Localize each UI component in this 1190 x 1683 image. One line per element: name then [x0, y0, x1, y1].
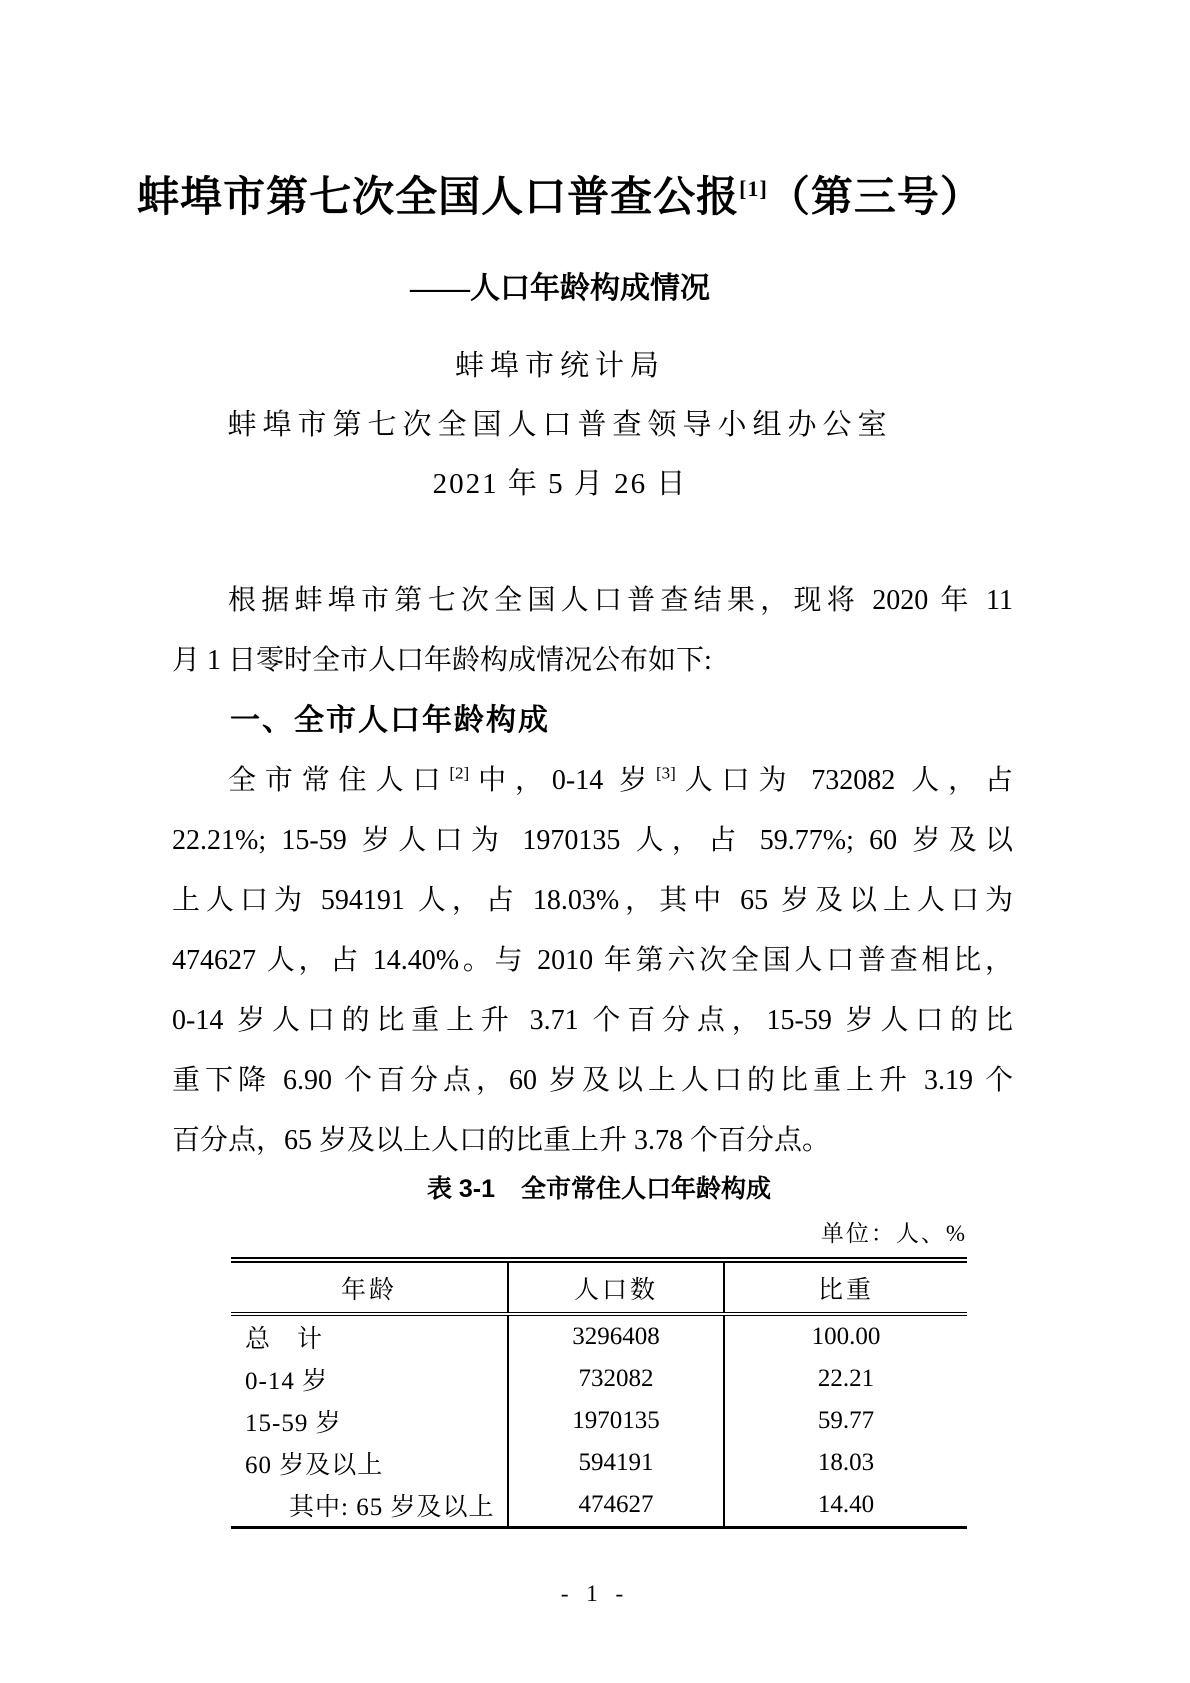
share-cell: 59.77 — [817, 1407, 875, 1434]
body-line — [172, 751, 1013, 811]
table-row — [231, 1400, 967, 1442]
page-number: - 1 - — [560, 1581, 630, 1606]
table-name: 全市常住人口年龄构成 — [521, 1175, 772, 1203]
col-header-population: 人口数 — [508, 1260, 724, 1314]
issuing-agency-statistics-bureau: 蚌埠市统计局 — [454, 350, 665, 382]
table-row — [231, 1442, 967, 1484]
age-cell: 60 岁及以上 — [245, 1452, 384, 1479]
share-cell: 14.40 — [817, 1491, 875, 1518]
population-cell: 1970135 — [508, 1400, 724, 1442]
table-row — [231, 1358, 967, 1400]
body-line: 474627 人，占 14.40%。与 2010 年第六次全国人口普查相比， — [172, 945, 1013, 976]
footnote-ref-2: [2] — [449, 763, 470, 783]
table-title — [231, 1173, 967, 1205]
body-text-segment: 人口为 732082 人，占 — [675, 765, 1013, 796]
body-text-segment: 中，0-14 岁 — [469, 765, 656, 796]
table-section — [172, 1173, 1013, 1529]
intro-line: 根据蚌埠市第七次全国人口普查结果，现将 2020 年 11 — [228, 585, 1013, 616]
share-cell: 22.21 — [817, 1365, 875, 1392]
doc-title-suffix: （第三号） — [767, 175, 983, 221]
publish-date: 2021 年 5 月 26 日 — [432, 468, 688, 500]
document-body — [172, 571, 1013, 1529]
age-cell: 其中: 65 岁及以上 — [289, 1494, 495, 1521]
footnote-ref-3: [3] — [656, 763, 676, 783]
body-line: 重下降 6.90 个百分点，60 岁及以上人口的比重上升 3.19 个 — [172, 1065, 1013, 1096]
population-cell: 594191 — [508, 1442, 724, 1484]
population-cell: 732082 — [508, 1358, 724, 1400]
population-age-table — [231, 1257, 967, 1529]
issuing-agency-census-office: 蚌埠市第七次全国人口普查领导小组办公室 — [227, 409, 893, 441]
table-row — [231, 1484, 967, 1528]
col-header-age: 年龄 — [231, 1260, 508, 1314]
body-line: 百分点，65 岁及以上人口的比重上升 3.78 个百分点。 — [172, 1125, 831, 1156]
share-cell: 18.03 — [817, 1449, 875, 1476]
doc-title — [0, 170, 1120, 226]
body-line: 上人口为 594191 人，占 18.03%，其中 65 岁及以上人口为 — [172, 885, 1013, 916]
age-cell: 总 计 — [245, 1326, 324, 1353]
body-text-segment: 全市常住人口 — [228, 765, 450, 796]
intro-paragraph — [172, 571, 1013, 691]
doc-subtitle: ——人口年龄构成情况 — [410, 272, 710, 305]
doc-title-main: 蚌埠市第七次全国人口普查公报 — [137, 175, 740, 221]
intro-line: 月 1 日零时全市人口年龄构成情况公布如下: — [172, 645, 712, 676]
age-cell: 0-14 岁 — [245, 1368, 329, 1395]
body-line: 22.21%; 15-59 岁人口为 1970135 人，占 59.77%; 60 岁及以 — [172, 825, 1013, 856]
population-cell: 3296408 — [508, 1314, 724, 1358]
table-unit-note: 单位：人、% — [820, 1221, 967, 1246]
age-cell: 15-59 岁 — [245, 1410, 342, 1437]
section-heading: 一、全市人口年龄构成 — [230, 704, 550, 737]
col-header-share: 比重 — [724, 1260, 967, 1314]
table-header-row — [231, 1260, 967, 1314]
population-cell: 474627 — [508, 1484, 724, 1528]
footnote-ref-1: [1] — [739, 176, 768, 201]
table-label: 表 3-1 — [426, 1175, 496, 1203]
age-composition-paragraph — [172, 751, 1013, 1171]
table-row — [231, 1314, 967, 1358]
document-header — [0, 0, 1190, 500]
page-footer — [0, 1581, 1190, 1607]
share-cell: 100.00 — [811, 1323, 881, 1350]
body-line: 0-14 岁人口的比重上升 3.71 个百分点，15-59 岁人口的比 — [172, 1005, 1013, 1036]
